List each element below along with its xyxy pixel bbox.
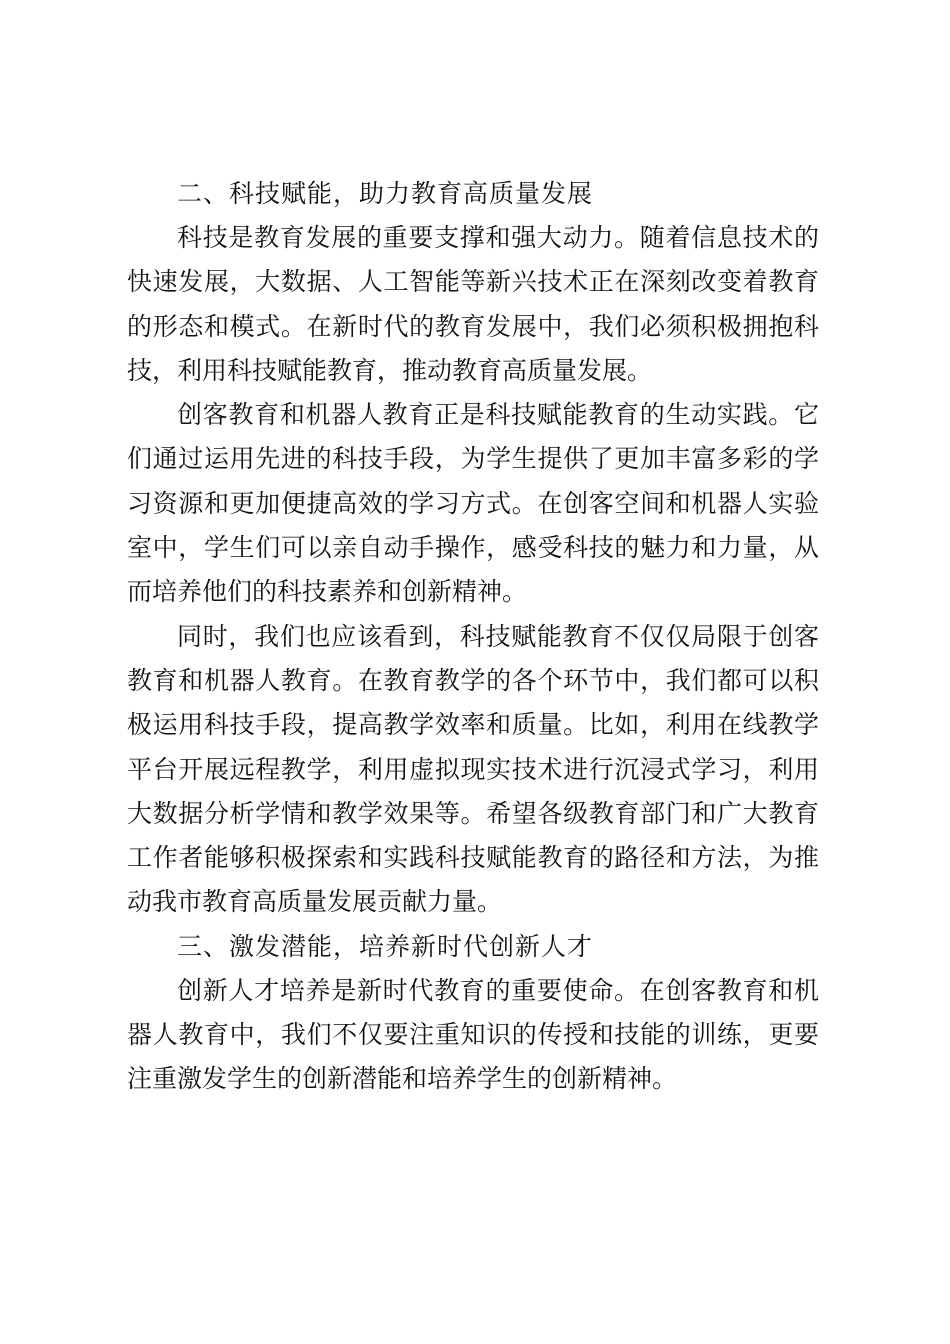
paragraph-maker-robotics: 创客教育和机器人教育正是科技赋能教育的生动实践。它们通过运用先进的科技手段，为学生提供了更加丰富多彩的学习资源和更加便捷高效的学习方式。在创客空间和机器人实验室中，学生们可以亲自动手操作，感受科技的魅力和力量，从而培养他们的科技素养和创新精神。 [127,400,819,607]
paragraph-tech-driver: 科技是教育发展的重要支撑和强大动力。随着信息技术的快速发展，大数据、人工智能等新兴技术正在深刻改变着教育的形态和模式。在新时代的教育发展中，我们必须积极拥抱科技，利用科技赋能教育，推动教育高质量发展。 [127,223,819,385]
paragraph-innovation-talent: 创新人才培养是新时代教育的重要使命。在创客教育和机器人教育中，我们不仅要注重知识的传授和技能的训练，更要注重激发学生的创新潜能和培养学生的创新精神。 [127,975,819,1094]
paragraph-tech-in-teaching: 同时，我们也应该看到，科技赋能教育不仅仅局限于创客教育和机器人教育。在教育教学的各个环节中，我们都可以积极运用科技手段，提高教学效率和质量。比如，利用在线教学平台开展远程教学，利用虚拟现实技术进行沉浸式学习，利用大数据分析学情和教学效果等。希望各级教育部门和广大教育工作者能够积极探索和实践科技赋能教育的路径和方法，为推动我市教育高质量发展贡献力量。 [127,621,819,917]
section-heading-3: 三、激发潜能，培养新时代创新人才 [177,931,594,961]
section-heading-2: 二、科技赋能，助力教育高质量发展 [177,179,594,208]
document-page [127,172,819,1102]
